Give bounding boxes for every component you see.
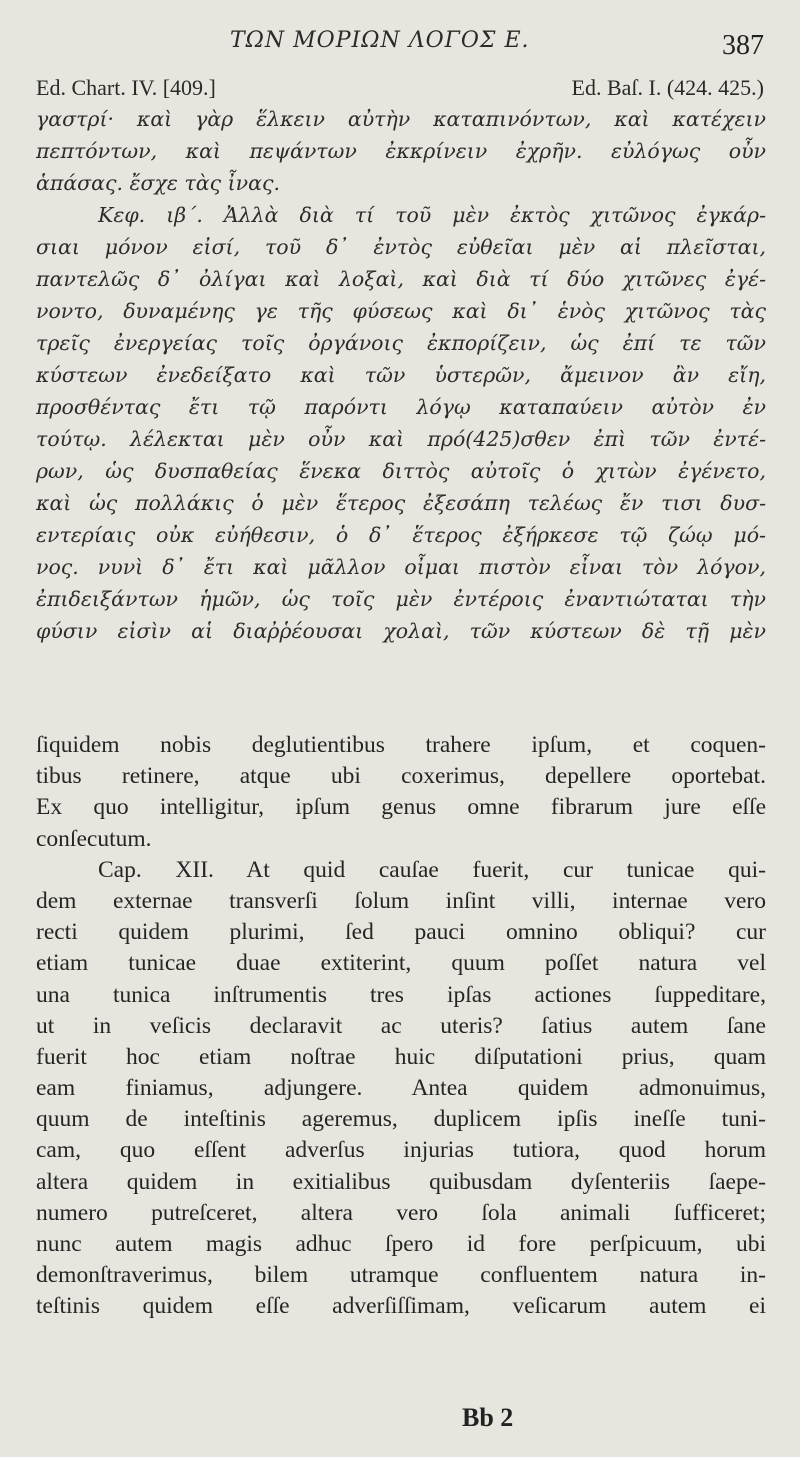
latin-line: Ex quo intelligitur, ipſum genus omne fibrarum jure eſſe [36,794,766,821]
page-number: 387 [722,30,764,61]
greek-line: ἁπάσας. ἔσχε τὰς ἶνας. [36,171,280,195]
edition-references [36,75,764,105]
latin-line: nunc autem magis adhuc ſpero id fore perſpicuum, ubi [36,1231,766,1257]
greek-line: νοντο, δυναμένης γε τῆς φύσεως καὶ δι᾽ ἑνὸς χιτῶνος τὰς [36,299,766,323]
greek-line: κύστεων ἐνεδείξατο καὶ τῶν ὑστερῶν, ἄμεινον ἂν εἴη, [36,363,766,387]
greek-line: τρεῖς ἐνεργείας τοῖς ὀργάνοις ἐκπορίζειν, ὡς ἐπί τε τῶν [36,331,766,355]
edition-reference-basel: Ed. Baſ. I. (424. 425.) [571,75,764,100]
greek-line: πεπτόντων, καὶ πεψάντων ἐκκρίνειν ἐχρῆν. εὐλόγως οὖν [36,139,766,163]
latin-line: ſiquidem nobis deglutientibus trahere ipſum, et coquen- [36,732,766,758]
greek-line: τούτῳ. λέλεκται μὲν οὖν καὶ πρό(425)σθεν ἐπὶ τῶν ἐντέ- [36,427,766,451]
greek-line: προσθέντας ἔτι τῷ παρόντι λόγῳ καταπαύειν αὐτὸν ἐν [36,395,766,419]
greek-line: παντελῶς δ᾽ ὀλίγαι καὶ λοξαὶ, καὶ διὰ τί δύο χιτῶνες ἐγέ- [36,267,766,291]
greek-line: σιαι μόνον εἰσί, τοῦ δ᾽ ἐντὸς εὐθεῖαι μὲν αἱ πλεῖσται, [36,235,766,259]
latin-line: altera quidem in exitialibus quibusdam dyſenteriis ſaepe- [36,1168,766,1195]
latin-line: numero putreſceret, altera vero ſola animali ſufficeret; [36,1199,766,1226]
latin-line: eam finiamus, adjungere. Antea quidem admonuimus, [36,1075,766,1102]
latin-line: cam, quo eſſent adverſus injurias tutiora, quod horum [36,1137,766,1164]
greek-line: καὶ ὡς πολλάκις ὁ μὲν ἕτερος ἐξεσάπη τελέως ἔν τισι δυσ- [36,491,766,515]
latin-line: quum de inteſtinis ageremus, duplicem ipſis ineſſe tuni- [36,1106,766,1133]
running-head: ΤΩΝ ΜΟΡΙΩΝ ΛΟΓΟΣ Ε. [230,28,530,53]
latin-line: tibus retinere, atque ubi coxerimus, depellere oportebat. [36,763,766,790]
signature-mark: Bb 2 [462,1403,514,1432]
latin-line: fuerit hoc etiam noſtrae huic diſputationi prius, quam [36,1043,766,1070]
greek-line: εντερίαις οὐκ εὐήθεσιν, ὁ δ᾽ ἕτερος ἐξήρκεσε τῷ ζώῳ μό- [36,523,766,547]
edition-reference-chartier: Ed. Chart. IV. [409.] [36,75,216,100]
latin-line: conſecutum. [36,825,152,852]
greek-line: ἐπιδειξάντων ἡμῶν, ὡς τοῖς μὲν ἐντέροις ἐναντιώταται τὴν [36,587,766,611]
latin-line: dem externae transverſi ſolum inſint villi, internae vero [36,887,766,914]
greek-line: γαστρί· καὶ γὰρ ἕλκειν αὐτὴν καταπινόντων, καὶ κατέχειν [36,107,766,131]
latin-line: ut in veſicis declaravit ac uteris? ſatius autem ſane [36,1012,766,1039]
latin-text-block [36,730,766,1323]
greek-line: ρων, ὡς δυσπαθείας ἕνεκα διττὸς αὐτοῖς ὁ χιτὼν ἐγένετο, [36,459,766,483]
greek-text-block [36,103,766,647]
latin-line: teſtinis quidem eſſe adverſiſſimam, veſicarum autem ei [36,1293,766,1320]
latin-line: una tunica inſtrumentis tres ipſas actiones ſuppeditare, [36,981,766,1008]
latin-line: recti quidem plurimi, ſed pauci omnino obliqui? cur [36,919,766,946]
greek-line: νος. νυνὶ δ᾽ ἔτι καὶ μᾶλλον οἶμαι πιστὸν εἶναι τὸν λόγον, [36,555,766,579]
greek-line: Κεφ. ιβ΄. Ἀλλὰ διὰ τί τοῦ μὲν ἐκτὸς χιτῶνος ἐγκάρ- [98,203,766,227]
latin-line: etiam tunicae duae extiterint, quum poſſet natura vel [36,950,766,977]
greek-line: φύσιν εἰσὶν αἱ διαῤῥέουσαι χολαὶ, τῶν κύστεων δὲ τῇ μὲν [36,619,766,643]
latin-line: demonſtraverimus, bilem utramque confluentem natura in- [36,1262,766,1289]
latin-line: Cap. XII. At quid cauſae fuerit, cur tunicae qui- [98,856,766,883]
